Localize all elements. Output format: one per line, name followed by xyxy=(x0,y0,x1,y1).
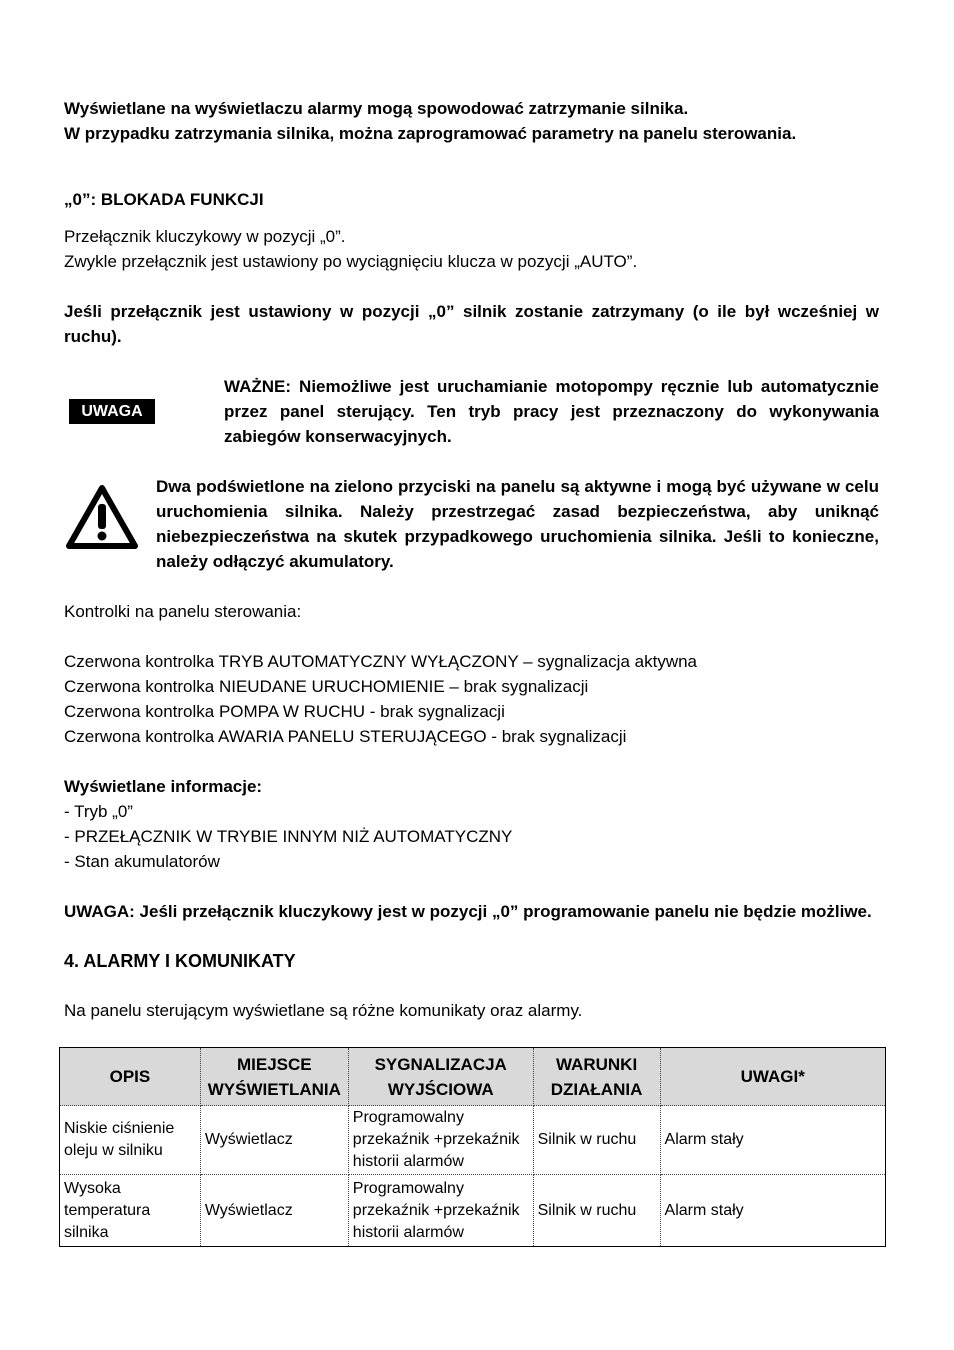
table-cell: Silnik w ruchu xyxy=(533,1175,660,1247)
controls-intro: Kontrolki na panelu sterowania: xyxy=(64,602,302,621)
uwaga-badge: UWAGA xyxy=(69,399,155,424)
table-header-cell: OPIS xyxy=(60,1048,201,1106)
uwaga-box xyxy=(64,374,879,449)
table-row xyxy=(60,1106,886,1175)
controls-item: Czerwona kontrolka AWARIA PANELU STERUJĄCEGO - brak sygnalizacji xyxy=(64,727,627,746)
display-info-item: - Stan akumulatorów xyxy=(64,852,220,871)
display-info-item: - Tryb „0” xyxy=(64,802,133,821)
table-cell: Wyświetlacz xyxy=(200,1175,348,1247)
table-cell: Niskie ciśnienie oleju w silniku xyxy=(60,1106,201,1175)
section-4-heading: 4. ALARMY I KOMUNIKATY xyxy=(64,951,296,971)
table-cell: Wyświetlacz xyxy=(200,1106,348,1175)
display-info-item: - PRZEŁĄCZNIK W TRYBIE INNYM NIŻ AUTOMATYCZNY xyxy=(64,827,513,846)
controls-item: Czerwona kontrolka NIEUDANE URUCHOMIENIE – brak sygnalizacji xyxy=(64,677,589,696)
section-0-p1: Przełącznik kluczykowy w pozycji „0”. xyxy=(64,227,346,246)
controls-item: Czerwona kontrolka POMPA W RUCHU - brak sygnalizacji xyxy=(64,702,505,721)
table-cell: Alarm stały xyxy=(660,1106,885,1175)
intro-line-1: Wyświetlane na wyświetlaczu alarmy mogą spowodować zatrzymanie silnika. xyxy=(64,99,689,118)
uwaga-box-text: WAŻNE: Niemożliwe jest uruchamianie motopompy ręcznie lub automatycznie przez panel sterujący. Ten tryb pracy jest przeznaczony do wykonywania zabiegów konserwacyjnych. xyxy=(224,377,879,446)
section-0-bold-note: Jeśli przełącznik jest ustawiony w pozycji „0” silnik zostanie zatrzymany (o ile był wcześniej w ruchu). xyxy=(64,302,879,346)
table-cell: Alarm stały xyxy=(660,1175,885,1247)
table-header-row xyxy=(60,1048,886,1106)
section-4-intro: Na panelu sterującym wyświetlane są różne komunikaty oraz alarmy. xyxy=(64,1001,583,1020)
intro-line-2: W przypadku zatrzymania silnika, można zaprogramować parametry na panelu sterowania. xyxy=(64,124,797,143)
document-page xyxy=(64,96,879,1023)
table-row xyxy=(60,1175,886,1247)
table-header-cell: SYGNALIZACJA WYJŚCIOWA xyxy=(348,1048,533,1106)
warning-box xyxy=(64,474,879,574)
section-0-heading: „0”: BLOKADA FUNKCJI xyxy=(64,190,264,209)
display-info-heading: Wyświetlane informacje: xyxy=(64,777,263,796)
table-cell: Programowalny przekaźnik +przekaźnik historii alarmów xyxy=(348,1175,533,1247)
table-cell: Wysoka temperatura silnika xyxy=(60,1175,201,1247)
alarms-table xyxy=(59,1047,886,1247)
warning-box-text: Dwa podświetlone na zielono przyciski na panelu są aktywne i mogą być używane w celu uruchomienia silnika. Należy przestrzegać zasad bezpieczeństwa, aby uniknąć niebezpieczeństwa na skutek przypadkowego uruchomienia silnika. Jeśli to konieczne, należy odłączyć akumulatory. xyxy=(156,477,879,571)
uwaga-note: UWAGA: Jeśli przełącznik kluczykowy jest w pozycji „0” programowanie panelu nie będzie możliwe. xyxy=(64,902,872,921)
table-header-cell: WARUNKI DZIAŁANIA xyxy=(533,1048,660,1106)
table-header-cell: UWAGI* xyxy=(660,1048,885,1106)
section-0-p2: Zwykle przełącznik jest ustawiony po wyciągnięciu klucza w pozycji „AUTO”. xyxy=(64,252,638,271)
warning-triangle-icon xyxy=(66,484,138,550)
table-cell: Silnik w ruchu xyxy=(533,1106,660,1175)
controls-item: Czerwona kontrolka TRYB AUTOMATYCZNY WYŁĄCZONY – sygnalizacja aktywna xyxy=(64,652,698,671)
table-header-cell: MIEJSCE WYŚWIETLANIA xyxy=(200,1048,348,1106)
table-cell: Programowalny przekaźnik +przekaźnik historii alarmów xyxy=(348,1106,533,1175)
